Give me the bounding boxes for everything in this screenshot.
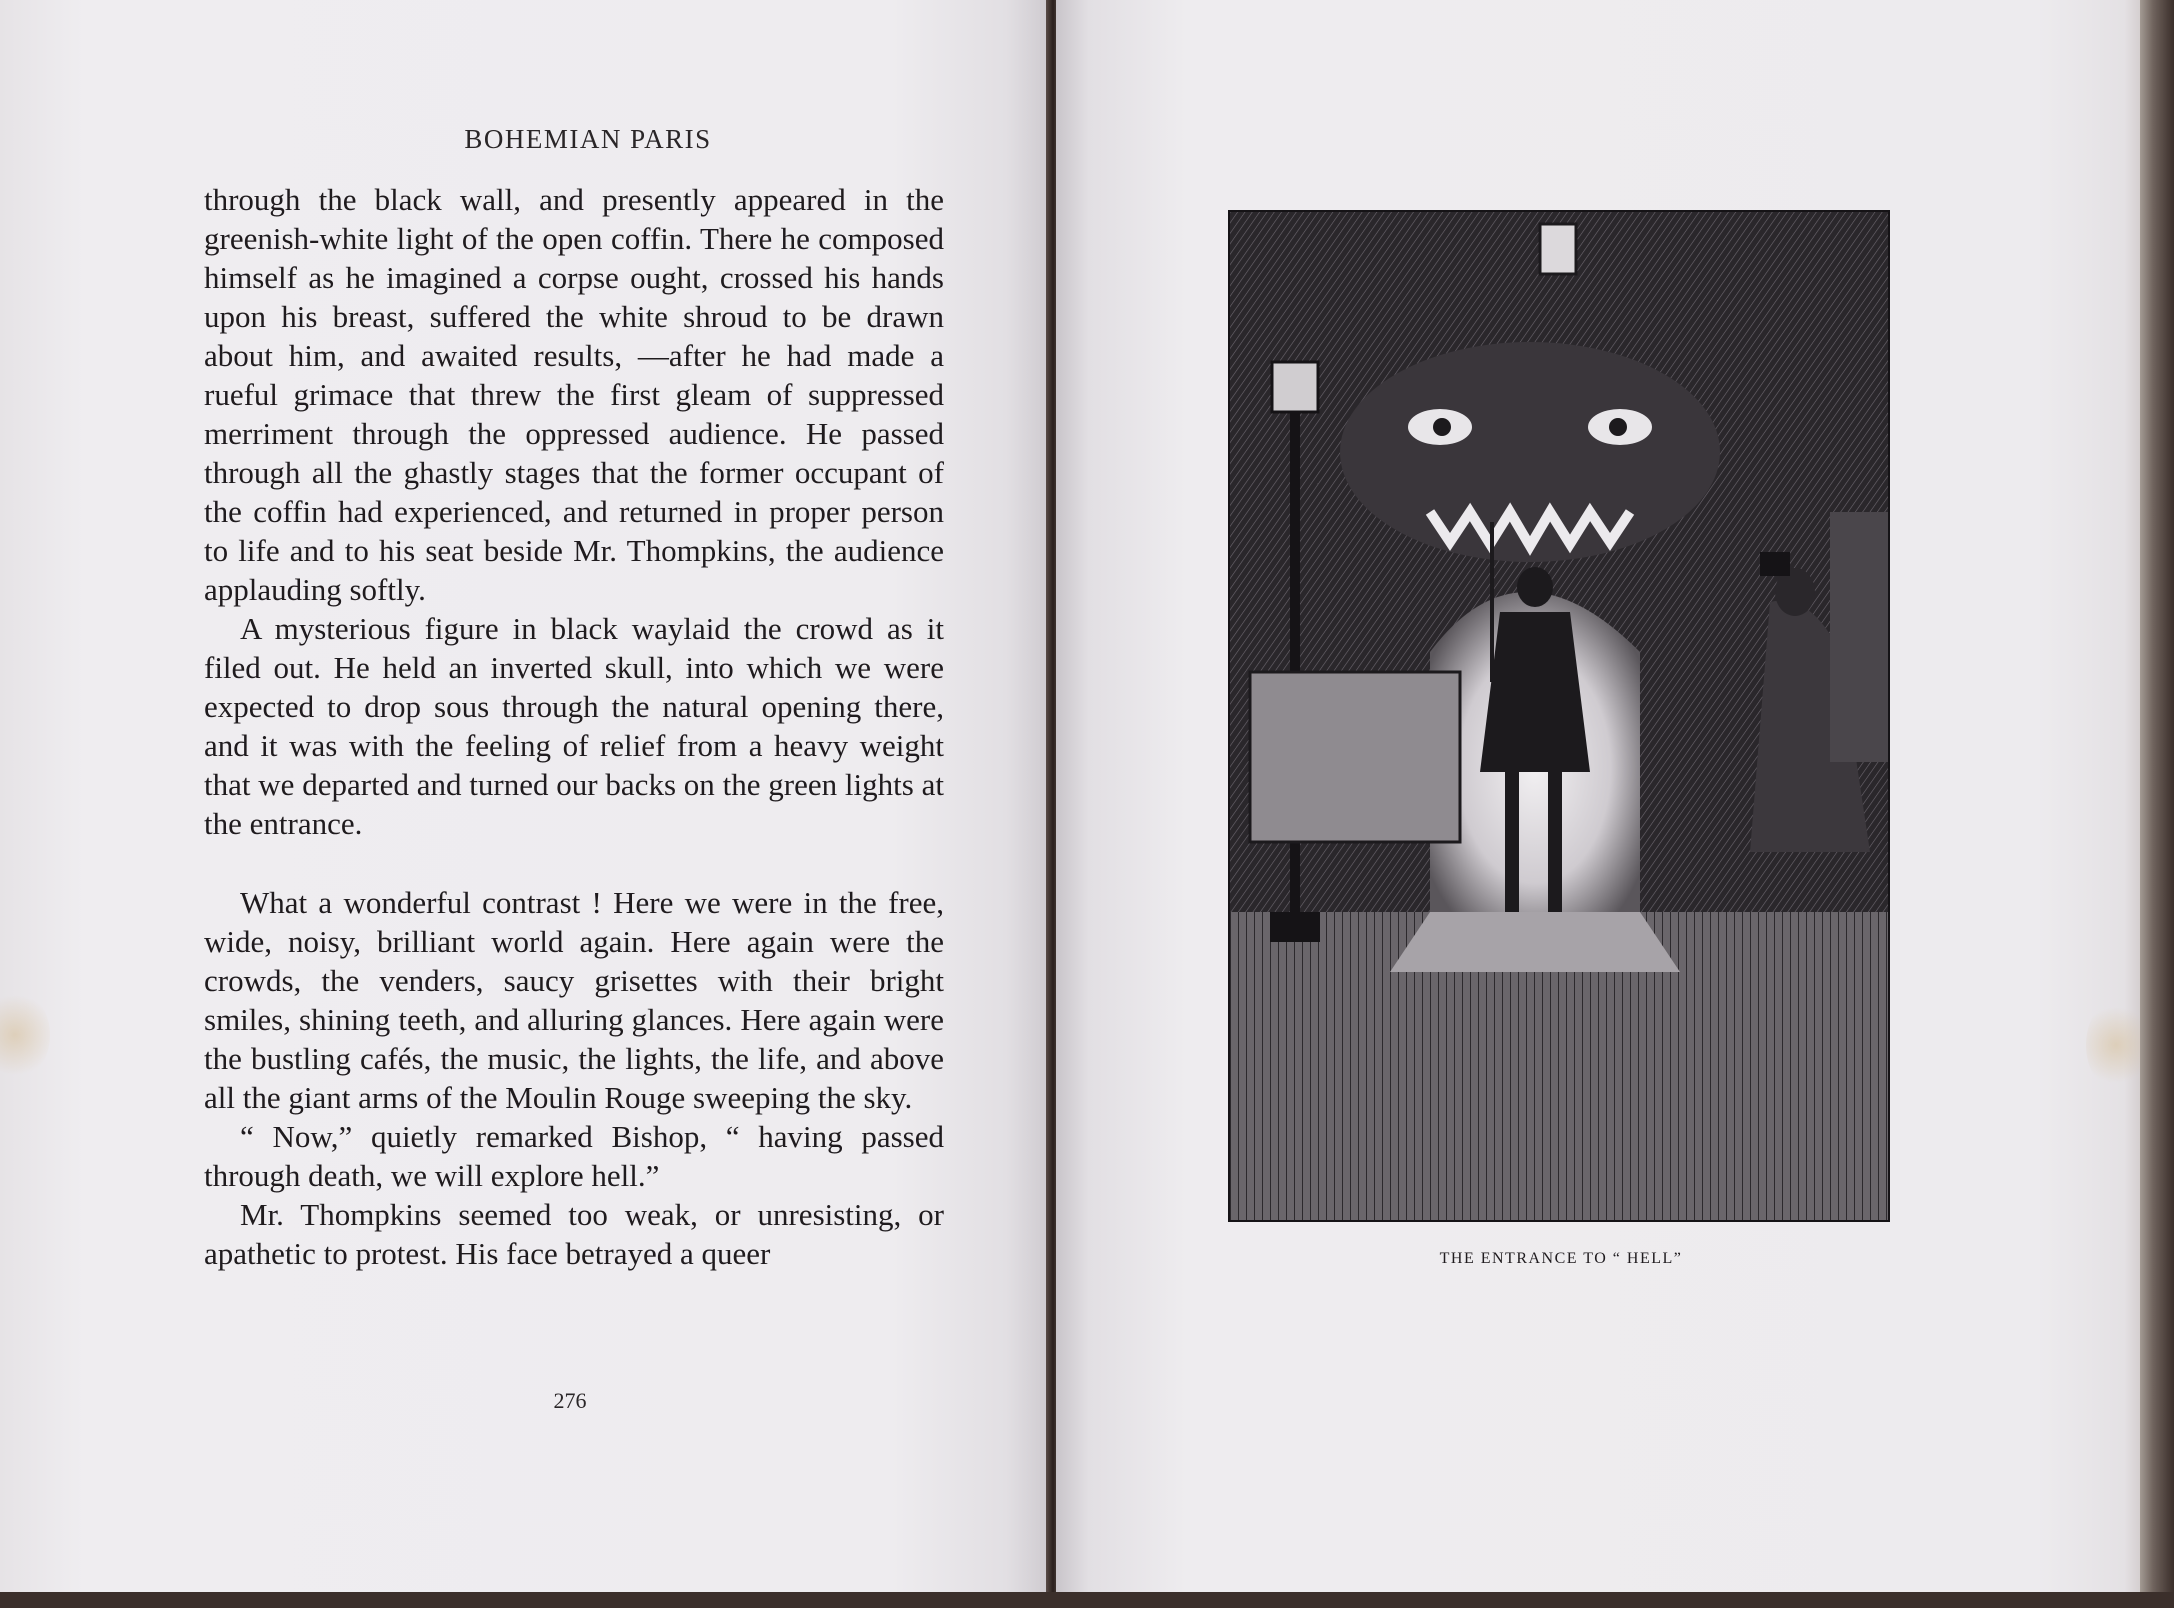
paragraph: Mr. Thompkins seemed too weak, or unresisting, or apathetic to protest. His face betrayed a queer xyxy=(204,1197,944,1271)
body-text xyxy=(204,180,944,1273)
left-page xyxy=(0,0,1048,1592)
paragraph: “ Now,” quietly remarked Bishop, “ having passed through death, we will explore hell.” xyxy=(204,1119,944,1193)
paragraph: A mysterious figure in black waylaid the crowd as it filed out. He held an inverted skull, into which we were expected to drop sous through the natural opening there, and it was with the feeling of relief from a heavy weight that we departed and turned our backs on the green lights at the entrance. xyxy=(204,611,944,841)
paragraph: through the black wall, and presently appeared in the greenish-white light of the open coffin. There he composed himself as he imagined a corpse ought, crossed his hands upon his breast, suffered the white shroud to be drawn about him, and awaited results, —after he had made a rueful grimace that threw the first gleam of suppressed merriment through the oppressed audience. He passed through all the ghastly stages that the former occupant of the coffin had experienced, and returned in proper person to life and to his seat beside Mr. Thompkins, the audience applauding softly. xyxy=(204,182,944,607)
engraving-illustration xyxy=(1228,210,1890,1222)
page-number: 276 xyxy=(553,1388,587,1413)
illustration-caption: THE ENTRANCE TO “ HELL” xyxy=(1439,1250,1683,1267)
book-edge xyxy=(2140,0,2174,1608)
paragraph: What a wonderful contrast ! Here we were in the free, wide, noisy, brilliant world again. Here again were the crowds, the venders, saucy grisettes with their bright smiles, shining teeth, and alluring glances. Here again were the bustling cafés, the music, the lights, the life, and above all the giant arms of the Moulin Rouge sweeping the sky. xyxy=(204,885,944,1115)
book-bottom-edge xyxy=(0,1592,2174,1608)
page-stain xyxy=(0,990,50,1080)
running-head: BOHEMIAN PARIS xyxy=(464,124,712,154)
page-stain xyxy=(2086,1000,2146,1090)
